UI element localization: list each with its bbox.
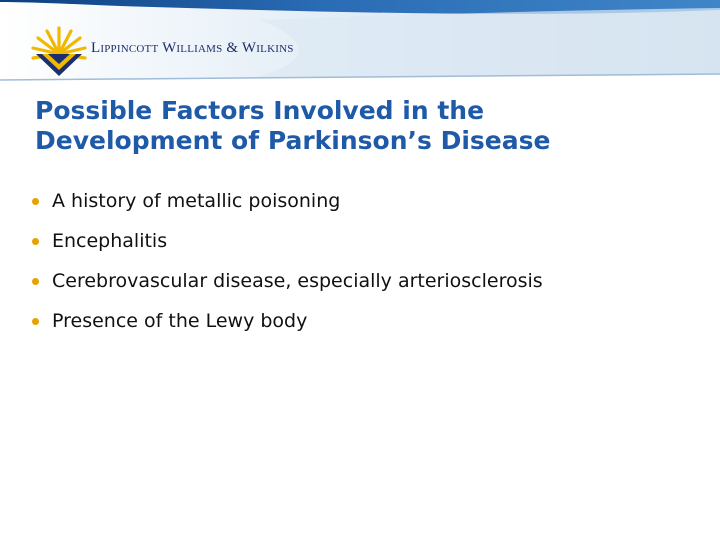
bullet-item [32,306,543,336]
bullet-list [32,186,543,346]
publisher-brand-text: Lippincott Williams & Wilkins [91,40,294,56]
bullet-text: Encephalitis [52,230,168,252]
bullet-text: Cerebrovascular disease, especially arteriosclerosis [52,270,543,292]
bullet-item [32,226,543,256]
bullet-dot-icon [32,278,39,285]
header-band [0,0,720,86]
slide-title [35,96,695,156]
bullet-dot-icon [32,198,39,205]
bullet-dot-icon [32,318,39,325]
bullet-text: A history of metallic poisoning [52,190,341,212]
bullet-item [32,266,543,296]
bullet-dot-icon [32,238,39,245]
sunburst-logo-icon [30,24,88,78]
bullet-item [32,186,543,216]
slide-title-line-2: Development of Parkinson’s Disease [35,126,551,155]
slide-title-line-1: Possible Factors Involved in the [35,96,485,125]
bullet-text: Presence of the Lewy body [52,310,308,332]
